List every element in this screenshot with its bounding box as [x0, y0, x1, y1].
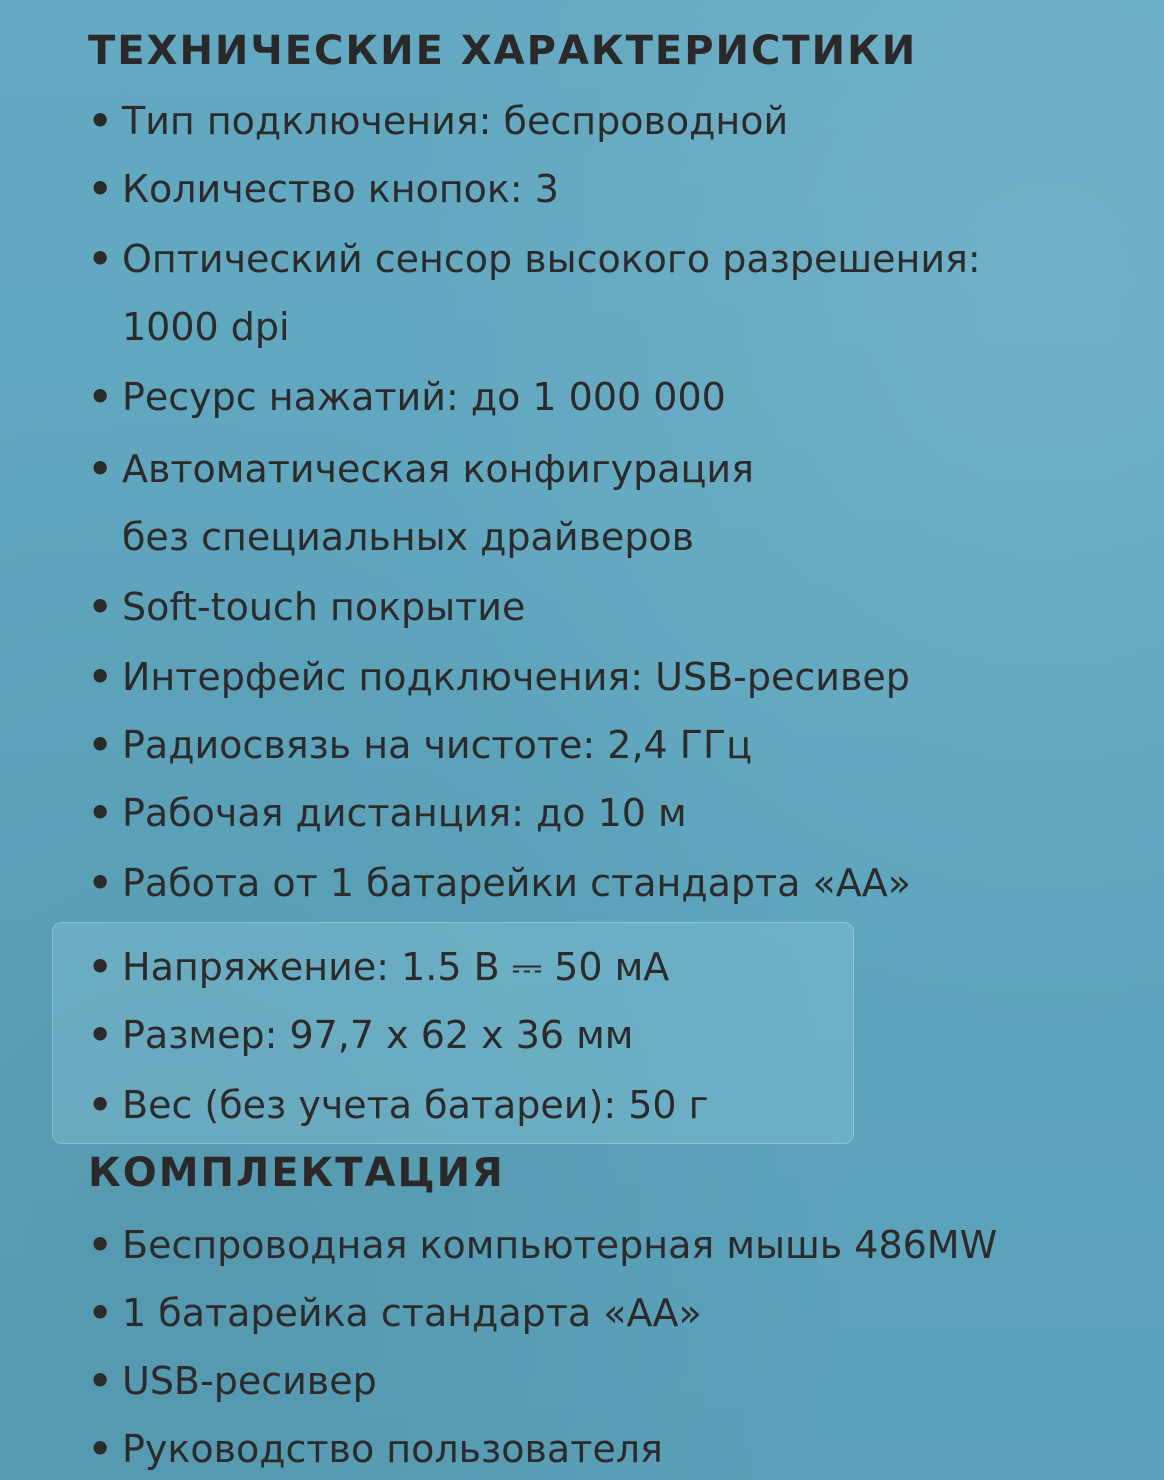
package-item — [88, 1291, 702, 1335]
package-item-text: Беспроводная компьютерная мышь 486MW — [122, 1223, 998, 1267]
spec-item-continuation: 1000 dpi — [122, 305, 290, 349]
spec-item — [88, 447, 754, 491]
package-item — [88, 1359, 377, 1403]
bullet-icon: • — [88, 1013, 113, 1057]
spec-item — [88, 99, 789, 143]
package-item-text: 1 батарейка стандарта «АА» — [122, 1291, 702, 1335]
spec-item-continuation: без специальных драйверов — [122, 515, 695, 559]
sticker-item-text: Напряжение: 1.5 В ⎓ 50 мА — [122, 945, 670, 989]
spec-item-text: Оптический сенсор высокого разрешения: — [122, 237, 981, 281]
bullet-icon: • — [88, 945, 113, 989]
specs-heading: ТЕХНИЧЕСКИЕ ХАРАКТЕРИСТИКИ — [88, 28, 918, 74]
sticker-item-text: Размер: 97,7 x 62 x 36 мм — [122, 1013, 634, 1057]
bullet-icon: • — [88, 1427, 113, 1471]
bullet-icon: • — [88, 99, 113, 143]
bullet-icon: • — [88, 791, 113, 835]
spec-item — [88, 723, 753, 767]
package-item-text: USB-ресивер — [122, 1359, 377, 1403]
spec-item-text: Количество кнопок: 3 — [122, 167, 559, 211]
package-heading: КОМПЛЕКТАЦИЯ — [88, 1150, 505, 1196]
bullet-icon: • — [88, 585, 113, 629]
bullet-icon: • — [88, 1223, 113, 1267]
package-item — [88, 1427, 663, 1471]
bullet-icon: • — [88, 655, 113, 699]
bullet-icon: • — [88, 723, 113, 767]
spec-item — [88, 237, 981, 281]
bullet-icon: • — [88, 1291, 113, 1335]
sticker-item — [88, 1013, 634, 1057]
spec-item-text: Ресурс нажатий: до 1 000 000 — [122, 375, 726, 419]
spec-item — [88, 375, 726, 419]
spec-item — [88, 167, 559, 211]
spec-item — [88, 585, 526, 629]
spec-item-text: Soft-touch покрытие — [122, 585, 526, 629]
bullet-icon: • — [88, 167, 113, 211]
sticker-item — [88, 1083, 709, 1127]
bullet-icon: • — [88, 1083, 113, 1127]
spec-item — [88, 791, 687, 835]
spec-item-text: Тип подключения: беспроводной — [122, 99, 789, 143]
spec-item-text: Радиосвязь на чистоте: 2,4 ГГц — [122, 723, 753, 767]
sticker-item-text: Вес (без учета батареи): 50 г — [122, 1083, 709, 1127]
spec-item-text: Рабочая дистанция: до 10 м — [122, 791, 687, 835]
bullet-icon: • — [88, 1359, 113, 1403]
sticker-item — [88, 945, 670, 989]
bullet-icon: • — [88, 861, 113, 905]
spec-item — [88, 655, 910, 699]
spec-item — [88, 861, 912, 905]
spec-item-text: Автоматическая конфигурация — [122, 447, 754, 491]
spec-item-text: Работа от 1 батарейки стандарта «АА» — [122, 861, 912, 905]
package-item-text: Руководство пользователя — [122, 1427, 663, 1471]
bullet-icon: • — [88, 237, 113, 281]
bullet-icon: • — [88, 375, 113, 419]
spec-item-text: Интерфейс подключения: USB-ресивер — [122, 655, 910, 699]
package-item — [88, 1223, 998, 1267]
bullet-icon: • — [88, 447, 113, 491]
